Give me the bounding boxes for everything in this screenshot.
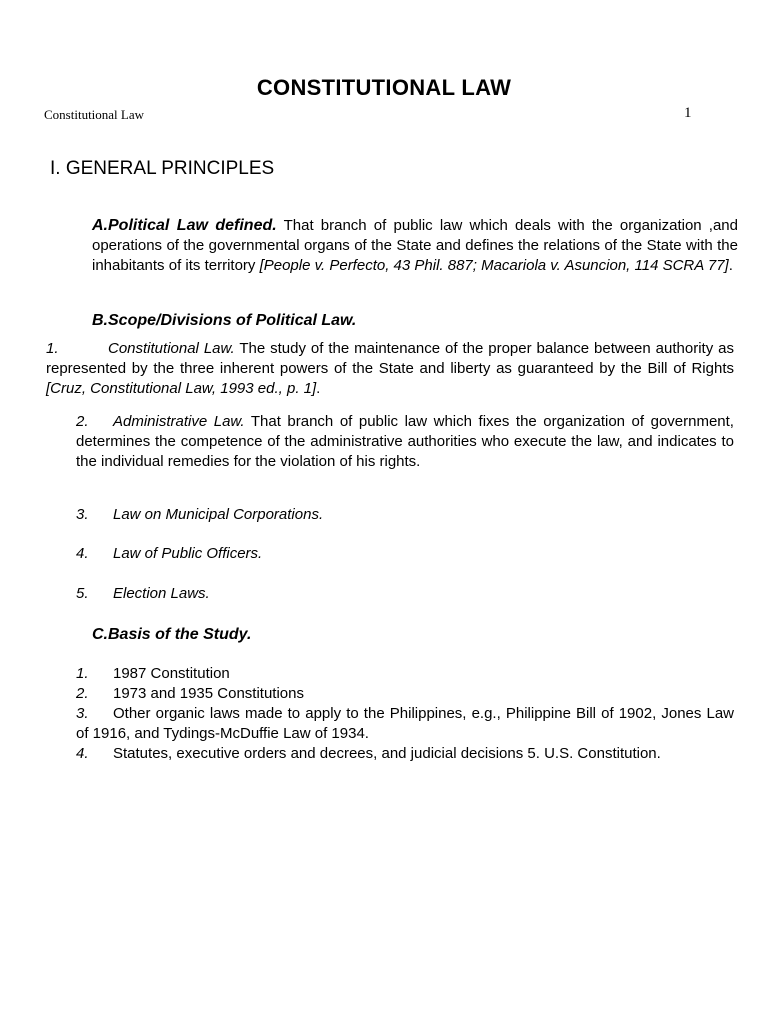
running-header: Constitutional Law bbox=[44, 107, 145, 122]
section-a-text: That branch of public law which deals with the organization ,and operations of the governmental organs of the State and defines the relations of the State with the inhabitants of its territory bbox=[92, 217, 738, 274]
section-b-item-4: 4. Law of Public Officers. bbox=[76, 545, 263, 562]
section-a-citation: [People v. Perfecto, 43 Phil. 887; Macariola v. Asuncion, 114 SCRA 77] bbox=[259, 257, 729, 274]
section-b-item-3: 3. Law on Municipal Corporations. bbox=[76, 506, 324, 523]
page-number: 1 bbox=[684, 105, 692, 121]
section-c-item-2: 2. 1973 and 1935 Constitutions bbox=[76, 685, 304, 702]
section-b-item-2-term: Administrative Law. bbox=[113, 413, 245, 430]
section-b-item-5: 5. Election Laws. bbox=[76, 585, 210, 602]
section-b-item-1-term: Constitutional Law. bbox=[108, 340, 235, 357]
section-heading: I. GENERAL PRINCIPLES bbox=[50, 158, 275, 179]
section-b-label: B.Scope/Divisions of Political Law. bbox=[92, 312, 357, 329]
section-a-paragraph: A.Political Law defined. That branch of public law which deals with the organization ,and operations of the governmental organs of the State and defines the relations of the State with the inhabitants of its territory [People v. Perfecto, 43 Phil. 887; Macariola v. Asuncion, 114 SCRA 77]. bbox=[92, 217, 738, 274]
document-title: CONSTITUTIONAL LAW bbox=[256, 75, 512, 100]
section-a-label: A.Political Law defined. bbox=[92, 217, 277, 234]
section-c-label: C.Basis of the Study. bbox=[92, 626, 252, 643]
section-c-item-3: 3. Other organic laws made to apply to the Philippines, e.g., Philippine Bill of 1902, Jones Law of 1916, and Tydings-McDuffie Law of 1934. bbox=[76, 705, 734, 742]
section-b-item-1-citation: [Cruz, Constitutional Law, 1993 ed., p. 1] bbox=[46, 380, 317, 397]
section-b-item-1: 1. Constitutional Law. The study of the maintenance of the proper balance between authority as represented by the three inherent powers of the State and liberty as guaranteed by the Bill of Rights [Cruz, Constitutional Law, 1993 ed., p. 1]. bbox=[46, 340, 734, 397]
section-b-item-2: 2. Administrative Law. That branch of public law which fixes the organization of government, determines the competence of the administrative authorities who execute the law, and indicates to the individual remedies for the violation of his rights. bbox=[76, 413, 734, 470]
section-c-item-4: 4. Statutes, executive orders and decrees, and judicial decisions 5. U.S. Constitution. bbox=[76, 745, 661, 762]
section-c-item-1: 1. 1987 Constitution bbox=[76, 665, 230, 682]
